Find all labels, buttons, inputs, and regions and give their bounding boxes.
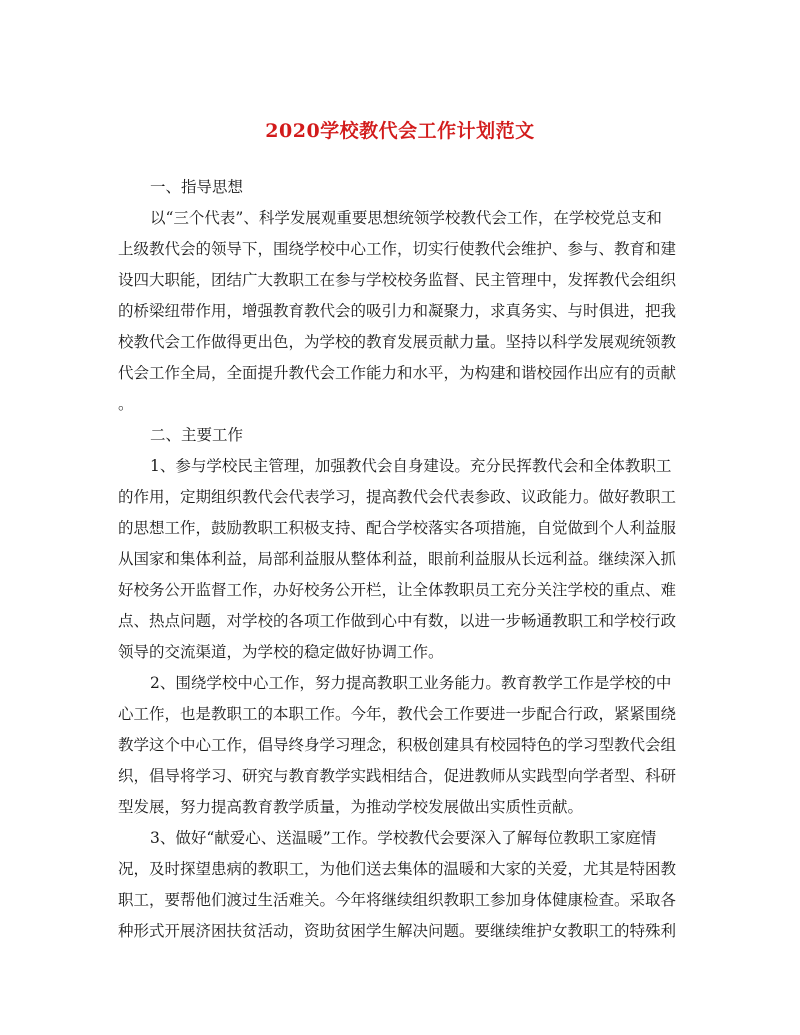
section-heading: 一、指导思想	[150, 178, 244, 196]
paragraph	[118, 203, 684, 420]
paragraph-line: 种形式开展济困扶贫活动，资助贫困学生解决问题。要继续维护女教职工的特殊利	[118, 922, 677, 940]
paragraph-line: 校教代会工作做得更出色，为学校的教育发展贡献力量。坚持以科学发展观统领教	[118, 333, 677, 351]
paragraph-line: 好校务公开监督工作，办好校务公开栏，让全体教职员工充分关注学校的重点、难	[118, 581, 677, 599]
paragraph-line: 点、热点问题，对学校的各项工作做到心中有数，以进一步畅通教职工和学校行政	[118, 612, 677, 630]
paragraph-line: 领导的交流渠道，为学校的稳定做好协调工作。	[118, 643, 444, 661]
paragraph-line: 职工，要帮他们渡过生活难关。今年将继续组织教职工参加身体健康检查。采取各	[118, 891, 677, 909]
paragraph-line: 代会工作全局，全面提升教代会工作能力和水平，为构建和谐校园作出应有的贡献	[118, 364, 677, 382]
section-heading: 二、主要工作	[150, 426, 244, 444]
paragraph-line: 3、做好“献爱心、送温暖”工作。学校教代会要深入了解每位教职工家庭情	[150, 829, 657, 847]
paragraph-line: 1、参与学校民主管理，加强教代会自身建设。充分民挥教代会和全体教职工	[150, 457, 672, 475]
paragraph	[118, 823, 684, 947]
paragraph-line: 心工作，也是教职工的本职工作。今年，教代会工作要进一步配合行政，紧紧围绕	[118, 705, 677, 723]
paragraph-line: 况，及时探望患病的教职工，为他们送去集体的温暖和大家的关爱，尤其是特困教	[118, 860, 677, 878]
document-title: 2020学校教代会工作计划范文	[265, 120, 535, 142]
paragraph-line: 设四大职能，团结广大教职工在参与学校校务监督、民主管理中，发挥教代会组织	[118, 271, 677, 289]
paragraph-line: 的思想工作，鼓励教职工积极支持、配合学校落实各项措施，自觉做到个人利益服	[118, 519, 677, 537]
paragraph-line: 织，倡导将学习、研究与教育教学实践相结合，促进教师从实践型向学者型、科研	[118, 767, 677, 785]
paragraph-line: 。	[118, 395, 134, 413]
paragraph	[118, 451, 684, 668]
paragraph-line: 的桥梁纽带作用，增强教育教代会的吸引力和凝聚力，求真务实、与时俱进，把我	[118, 302, 677, 320]
paragraph-line: 以“三个代表”、科学发展观重要思想统领学校教代会工作，在学校党总支和	[150, 209, 662, 227]
document-body	[118, 172, 684, 947]
paragraph	[118, 668, 684, 823]
paragraph-line: 教学这个中心工作，倡导终身学习理念，积极创建具有校园特色的学习型教代会组	[118, 736, 677, 754]
paragraph-line: 2、围绕学校中心工作，努力提高教职工业务能力。教育教学工作是学校的中	[150, 674, 672, 692]
paragraph-line: 上级教代会的领导下，围绕学校中心工作，切实行使教代会维护、参与、教育和建	[118, 240, 677, 258]
paragraph-line: 从国家和集体利益，局部利益服从整体利益，眼前利益服从长远利益。继续深入抓	[118, 550, 677, 568]
paragraph-line: 的作用，定期组织教代会代表学习，提高教代会代表参政、议政能力。做好教职工	[118, 488, 677, 506]
paragraph-line: 型发展，努力提高教育教学质量，为推动学校发展做出实质性贡献。	[118, 798, 584, 816]
